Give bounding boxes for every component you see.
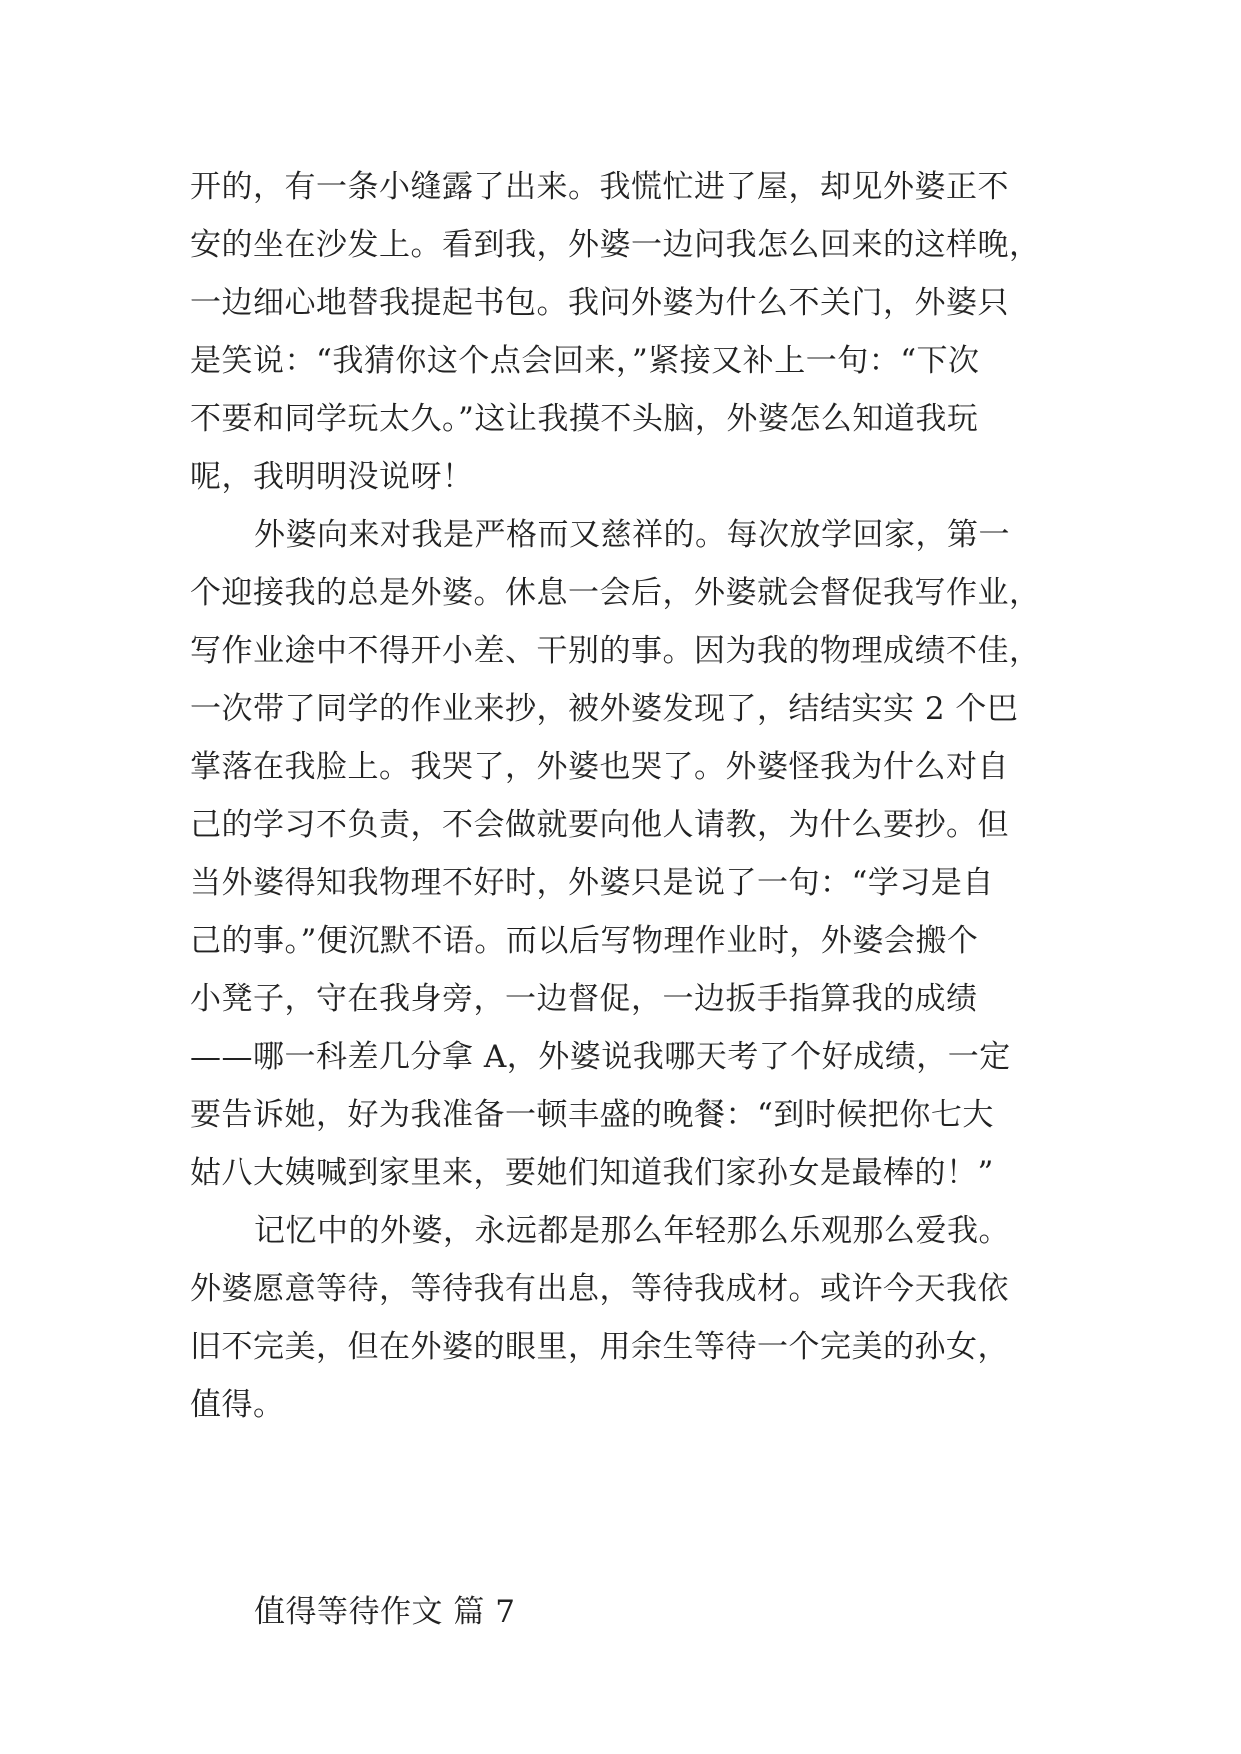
- paragraph-3-line-4: 值得。: [190, 1387, 285, 1423]
- paragraph-3-line-1: 记忆中的外婆，永远都是那么年轻那么乐观那么爱我。: [254, 1213, 1010, 1249]
- paragraph-1-line-3: 一边细心地替我提起书包。我问外婆为什么不关门，外婆只: [190, 285, 1009, 321]
- essay-body: [190, 158, 1070, 1434]
- paragraph-1-line-2: 安的坐在沙发上。看到我，外婆一边问我怎么回来的这样晚，: [190, 227, 1041, 263]
- paragraph-3-line-3: 旧不完美，但在外婆的眼里，用余生等待一个完美的孙女，: [190, 1329, 1009, 1365]
- paragraph-2-line-1: 外婆向来对我是严格而又慈祥的。每次放学回家，第一: [254, 517, 1010, 553]
- paragraph-1-line-5: 不要和同学玩太久。”这让我摸不头脑，外婆怎么知道我玩: [190, 401, 979, 437]
- section-heading: 值得等待作文 篇 7: [254, 1594, 516, 1630]
- paragraph-2-line-3: 写作业途中不得开小差、干别的事。因为我的物理成绩不佳，: [190, 633, 1041, 669]
- paragraph-2-line-5: 掌落在我脸上。我哭了，外婆也哭了。外婆怪我为什么对自: [190, 749, 1009, 785]
- paragraph-3-line-2: 外婆愿意等待，等待我有出息，等待我成材。或许今天我依: [190, 1271, 1009, 1307]
- paragraph-2-line-2: 个迎接我的总是外婆。休息一会后，外婆就会督促我写作业，: [190, 575, 1041, 611]
- paragraph-1-line-4: 是笑说：“我猜你这个点会回来，”紧接又补上一句：“下次: [190, 343, 980, 379]
- paragraph-2-line-4: 一次带了同学的作业来抄，被外婆发现了，结结实实 2 个巴: [190, 691, 1019, 727]
- paragraph-2-line-6: 己的学习不负责，不会做就要向他人请教，为什么要抄。但: [190, 807, 1009, 843]
- paragraph-2-line-9: 小凳子，守在我身旁，一边督促，一边扳手指算我的成绩: [190, 981, 978, 1017]
- paragraph-2-line-11: 要告诉她，好为我准备一顿丰盛的晚餐：“到时候把你七大: [190, 1097, 994, 1133]
- paragraph-2-line-10: ——哪一科差几分拿 A，外婆说我哪天考了个好成绩，一定: [190, 1039, 1011, 1075]
- paragraph-2-line-8: 己的事。”便沉默不语。而以后写物理作业时，外婆会搬个: [190, 923, 979, 959]
- paragraph-2-line-12: 姑八大姨喊到家里来，要她们知道我们家孙女是最棒的！”: [190, 1155, 994, 1191]
- paragraph-1-line-6: 呢，我明明没说呀！: [190, 459, 474, 495]
- paragraph-2-line-7: 当外婆得知我物理不好时，外婆只是说了一句：“学习是自: [190, 865, 994, 901]
- paragraph-1-line-1: 开的，有一条小缝露了出来。我慌忙进了屋，却见外婆正不: [190, 169, 1009, 205]
